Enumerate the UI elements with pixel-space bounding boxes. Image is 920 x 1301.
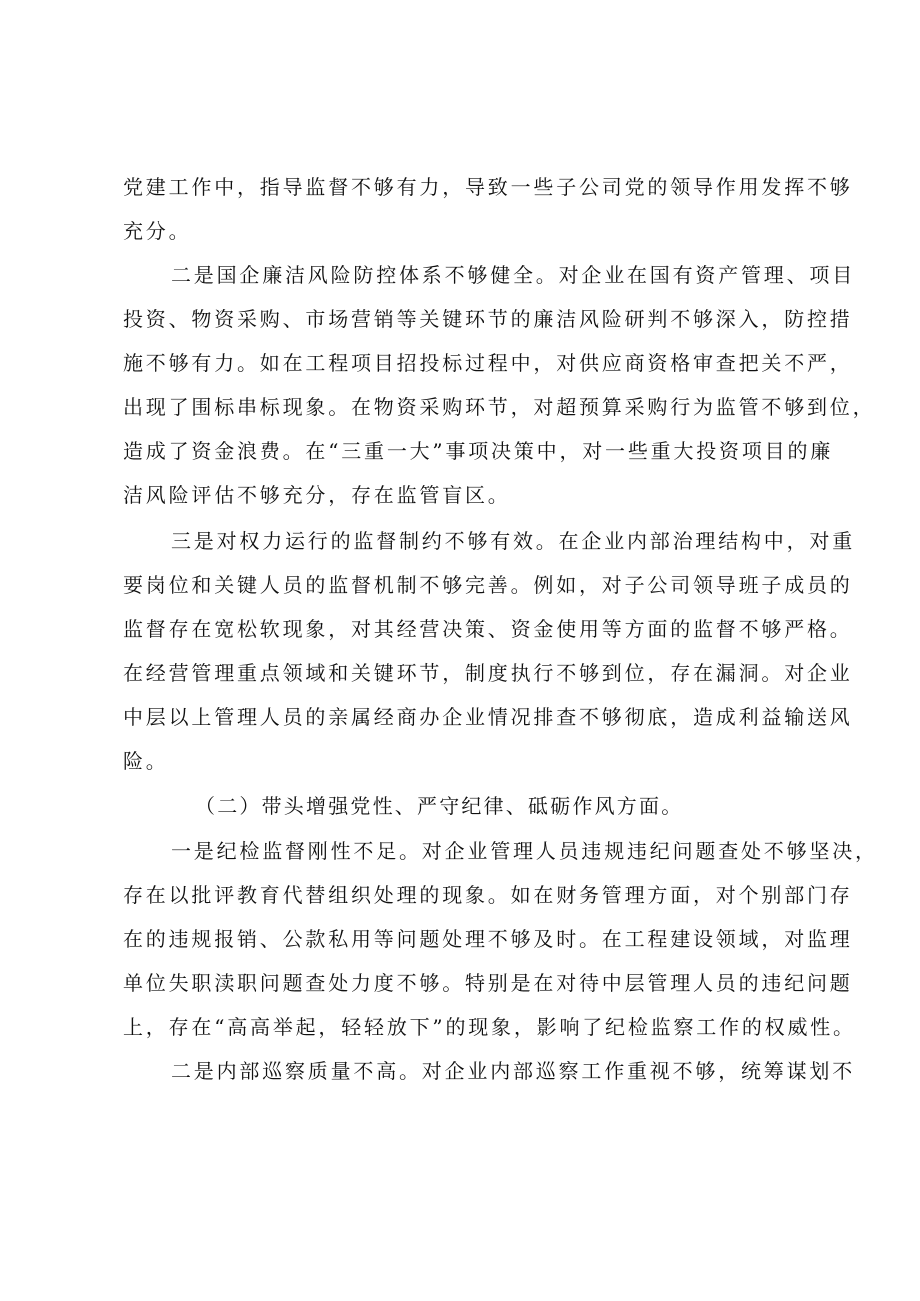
paragraph-line: 三是对权力运行的监督制约不够有效。在企业内部治理结构中，对重 <box>171 529 855 553</box>
text-line: 存在以批评教育代替组织处理的现象。如在财务管理方面，对个别部门存 <box>123 883 853 907</box>
text-line: 洁风险评估不够充分，存在监管盲区。 <box>123 483 511 507</box>
paragraph-line: 二是内部巡察质量不高。对企业内部巡察工作重视不够，统筹谋划不 <box>171 1059 855 1083</box>
text-line: 上，存在“高高举起，轻轻放下”的现象，影响了纪检监察工作的权威性。 <box>123 1015 856 1039</box>
text-line: 单位失职渎职问题查处力度不够。特别是在对待中层管理人员的违纪问题 <box>123 971 853 995</box>
text-line: 出现了围标串标现象。在物资采购环节，对超预算采购行为监管不够到位， <box>123 395 876 419</box>
paragraph-line: 二是国企廉洁风险防控体系不够健全。对企业在国有资产管理、项目 <box>171 263 855 287</box>
paragraph-line: 一是纪检监督刚性不足。对企业管理人员违规违纪问题查处不够坚决， <box>171 839 878 863</box>
text-line: 投资、物资采购、市场营销等关键环节的廉洁风险研判不够深入，防控措 <box>123 307 853 331</box>
text-line: 施不够有力。如在工程项目招投标过程中，对供应商资格审查把关不严， <box>123 351 853 375</box>
text-line: 险。 <box>123 749 169 773</box>
text-line: 充分。 <box>123 219 192 243</box>
text-line: 在经营管理重点领域和关键环节，制度执行不够到位，存在漏洞。对企业 <box>123 661 853 685</box>
text-line: 监督存在宽松软现象，对其经营决策、资金使用等方面的监督不够严格。 <box>123 617 853 641</box>
section-heading: （二）带头增强党性、严守纪律、砥砺作风方面。 <box>195 794 684 818</box>
text-line: 中层以上管理人员的亲属经商办企业情况排查不够彻底，造成利益输送风 <box>123 705 853 729</box>
text-line: 党建工作中，指导监督不够有力，导致一些子公司党的领导作用发挥不够 <box>123 175 853 199</box>
text-line: 造成了资金浪费。在“三重一大”事项决策中，对一些重大投资项目的廉 <box>123 439 834 463</box>
text-line: 要岗位和关键人员的监督机制不够完善。例如，对子公司领导班子成员的 <box>123 573 853 597</box>
text-line: 在的违规报销、公款私用等问题处理不够及时。在工程建设领域，对监理 <box>123 927 853 951</box>
